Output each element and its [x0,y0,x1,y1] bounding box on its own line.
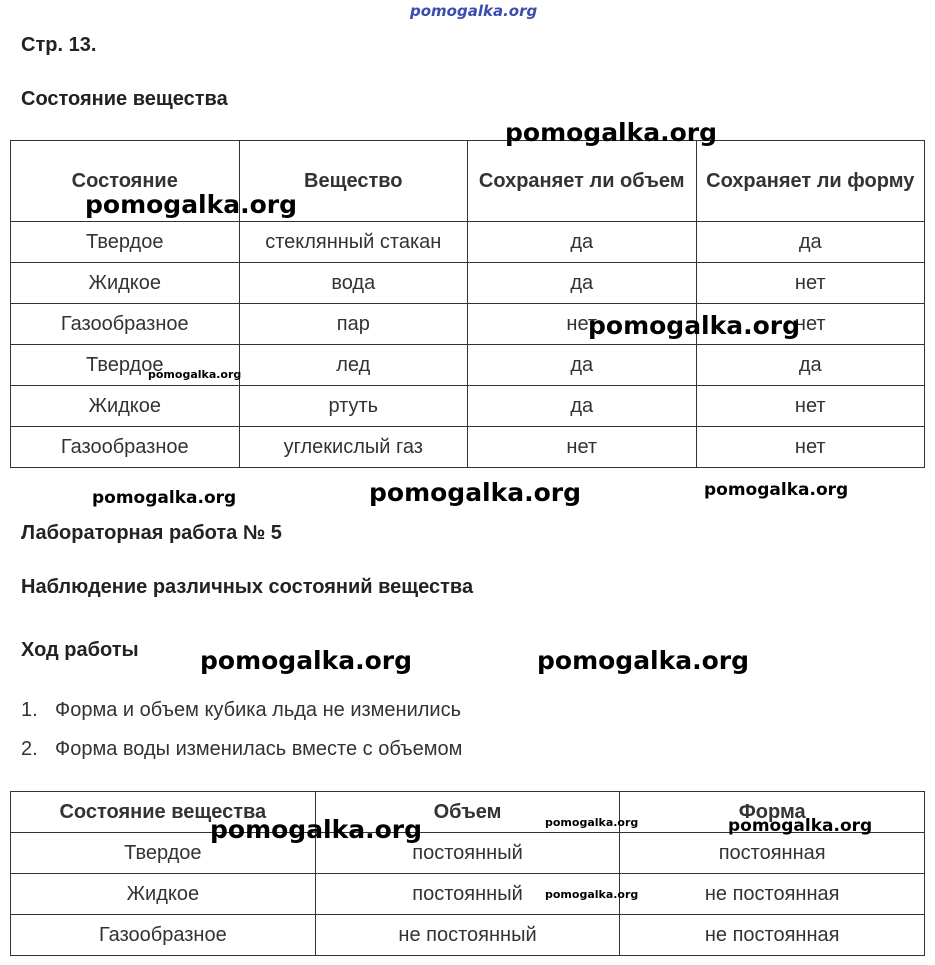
watermark: pomogalka.org [728,816,873,836]
watermark: pomogalka.org [588,311,801,340]
table-row [11,915,925,956]
header-state: Состояние вещества [11,792,316,833]
table-row [11,263,925,304]
cell-volume: постоянный [315,833,620,874]
cell-shape: постоянная [620,833,925,874]
cell-state: Газообразное [11,915,316,956]
watermark: pomogalka.org [505,118,718,147]
cell-shape: да [696,345,925,386]
watermark: pomogalka.org [92,488,237,508]
cell-state: Твердое [11,833,316,874]
table-row [11,874,925,915]
list-item [21,699,461,722]
cell-state: Твердое [11,222,240,263]
watermark: pomogalka.org [210,815,423,844]
cell-substance: ртуть [239,386,467,427]
cell-substance: пар [239,304,467,345]
cell-shape: да [696,222,925,263]
table-header-row [11,792,925,833]
cell-substance: углекислый газ [239,427,467,468]
table-header-row [11,141,925,222]
cell-volume: нет [468,304,696,345]
watermark: pomogalka.org [85,190,298,219]
watermark: pomogalka.org [545,888,639,901]
watermark-top: pomogalka.org [410,2,538,20]
watermark: pomogalka.org [200,646,413,675]
list-text: Форма и объем кубика льда не изменились [55,699,462,721]
cell-state: Газообразное [11,427,240,468]
cell-shape: нет [696,304,925,345]
cell-volume: не постоянный [315,915,620,956]
page-reference: Стр. 13. [21,34,97,56]
table-row [11,386,925,427]
table-row [11,304,925,345]
lab-title: Лабораторная работа № 5 [21,522,282,544]
table-row [11,345,925,386]
lab-subtitle: Наблюдение различных состояний вещества [21,576,474,598]
header-substance: Вещество [239,141,467,222]
cell-state: Твердое [11,345,240,386]
section-title: Состояние вещества [21,88,228,110]
cell-shape: не постоянная [620,874,925,915]
cell-shape: нет [696,386,925,427]
table-row [11,427,925,468]
cell-state: Газообразное [11,304,240,345]
cell-shape: нет [696,427,925,468]
header-shape: Форма [620,792,925,833]
watermark: pomogalka.org [537,646,750,675]
watermark: pomogalka.org [545,816,639,829]
watermark: pomogalka.org [704,480,849,500]
list-number: 1. [21,699,38,721]
list-item [21,738,462,761]
cell-shape: нет [696,263,925,304]
cell-substance: стеклянный стакан [239,222,467,263]
table-row [11,833,925,874]
cell-volume: да [468,263,696,304]
header-volume: Объем [315,792,620,833]
cell-state: Жидкое [11,874,316,915]
list-number: 2. [21,738,38,760]
list-text: Форма воды изменилась вместе с объемом [55,738,463,760]
table-row [11,222,925,263]
states-table [10,140,925,468]
cell-volume: постоянный [315,874,620,915]
watermark: pomogalka.org [369,478,582,507]
cell-volume: да [468,386,696,427]
observation-table [10,791,925,956]
cell-substance: вода [239,263,467,304]
procedure-title: Ход работы [21,639,139,661]
cell-volume: да [468,222,696,263]
header-keeps-volume: Сохраняет ли объем [468,141,696,222]
cell-substance: лед [239,345,467,386]
watermark: pomogalka.org [148,368,242,381]
header-keeps-shape: Сохраняет ли форму [696,141,925,222]
header-state: Состояние [11,141,240,222]
cell-volume: да [468,345,696,386]
cell-shape: не постоянная [620,915,925,956]
cell-state: Жидкое [11,263,240,304]
cell-state: Жидкое [11,386,240,427]
cell-volume: нет [468,427,696,468]
